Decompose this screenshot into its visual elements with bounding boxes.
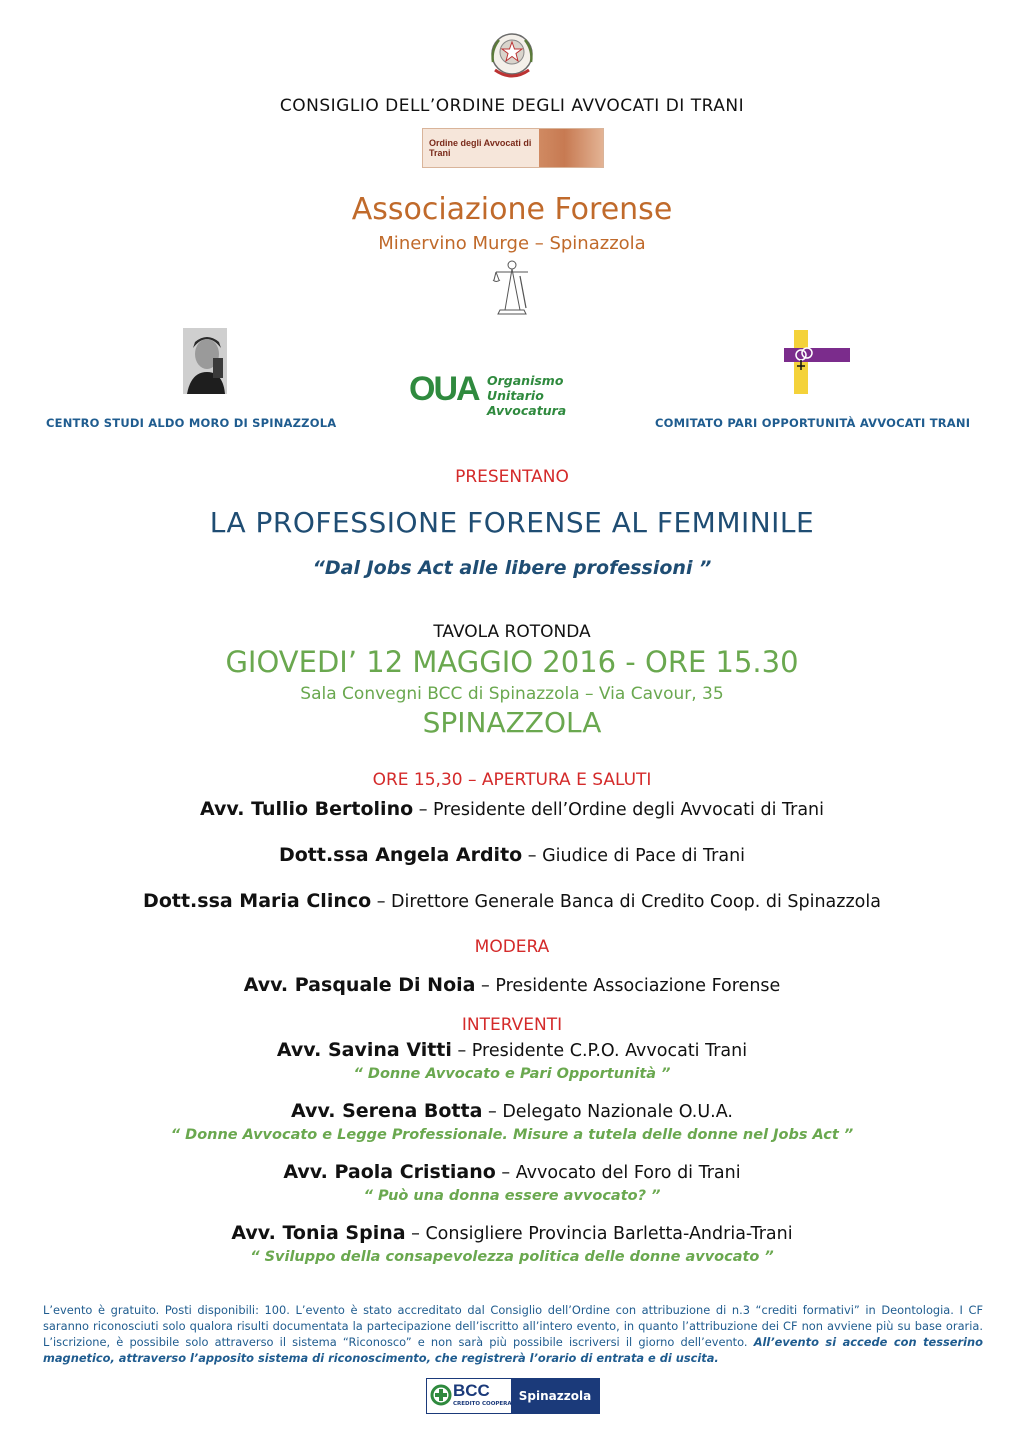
oua-mark: OUA <box>409 370 479 408</box>
moderator-line <box>0 974 1024 996</box>
oua-name <box>487 373 566 418</box>
event-venue: Sala Convegni BCC di Spinazzola – Via Cavour, 35 <box>300 684 724 704</box>
event-subtitle: “Dal Jobs Act alle libere professioni ” <box>312 557 712 579</box>
oua-logo <box>409 370 599 422</box>
bcc-town: Spinazzola <box>511 1379 599 1413</box>
speaker-line <box>0 798 1024 820</box>
oua-name-line: Avvocatura <box>487 403 567 418</box>
speaker-name: Avv. Pasquale Di Noia <box>243 974 476 996</box>
talk-topic: “ Donne Avvocato e Pari Opportunità ” <box>353 1066 671 1082</box>
oua-name-line: Unitario <box>487 388 544 403</box>
event-format: TAVOLA ROTONDA <box>433 622 591 642</box>
ordine-avvocati-logo <box>422 128 604 168</box>
bcc-subtitle: CREDITO COOPERATIVO <box>453 1401 526 1407</box>
opening-heading: ORE 15,30 – APERTURA E SALUTI <box>372 770 652 790</box>
speaker-role: – Delegato Nazionale O.U.A. <box>482 1102 733 1122</box>
moderator-heading: MODERA <box>474 937 550 957</box>
event-notes-text: L’evento è gratuito. Posti disponibili: 100. L’evento è stato accreditato dal Consiglio dell’Ordine con attribuzione di n.3 “crediti formativi” in Deontologia. I CF saranno riconosciuti solo qualora risulti documentata la partecipazione dell’iscritto all’intero evento, in quanto l’attribuzione dei CF non avviene più su base oraria. L’iscrizione, è possibile solo attraverso il sistema “Riconosco” e non sarà più possibile iscriversi il giorno dell’evento. <box>43 1303 983 1349</box>
speaker-role: – Consigliere Provincia Barletta-Andria-Trani <box>405 1224 793 1244</box>
speaker-role: – Presidente dell’Ordine degli Avvocati di Trani <box>413 800 824 820</box>
centro-studi-moro-label: CENTRO STUDI ALDO MORO DI SPINAZZOLA <box>46 416 337 430</box>
speaker-name: Avv. Savina Vitti <box>276 1039 452 1061</box>
speaker-line <box>0 890 1024 912</box>
speaker-name: Avv. Paola Cristiano <box>283 1161 496 1183</box>
presentano-heading: PRESENTANO <box>455 467 569 487</box>
association-title: Associazione Forense <box>351 192 673 227</box>
speaker-role: – Presidente C.P.O. Avvocati Trani <box>451 1041 748 1061</box>
bcc-name: BCC <box>453 1381 490 1400</box>
speaker-line <box>0 1039 1024 1061</box>
talks-heading: INTERVENTI <box>461 1015 563 1035</box>
event-title: LA PROFESSIONE FORENSE AL FEMMINILE <box>209 506 815 539</box>
bcc-logo-icon <box>430 1384 452 1406</box>
bcc-mark <box>427 1379 526 1413</box>
bcc-logo <box>426 1378 600 1414</box>
event-date: GIOVEDI’ 12 MAGGIO 2016 - ORE 15.30 <box>225 645 799 679</box>
council-title: CONSIGLIO DELL’ORDINE DEGLI AVVOCATI DI TRANI <box>279 96 745 116</box>
comitato-pari-opportunita-label: COMITATO PARI OPPORTUNITÀ AVVOCATI TRANI <box>655 416 971 430</box>
ordine-building-image <box>539 129 603 167</box>
speaker-name: Avv. Tonia Spina <box>231 1222 406 1244</box>
event-notes <box>43 1302 983 1366</box>
justice-statue-icon <box>490 258 534 316</box>
oua-name-line: Organismo <box>487 373 564 388</box>
italian-republic-emblem-icon <box>487 30 537 82</box>
speaker-name: Avv. Tullio Bertolino <box>199 798 414 820</box>
speaker-name: Dott.ssa Angela Ardito <box>278 844 523 866</box>
ordine-logo-text: Ordine degli Avvocati di Trani <box>429 138 532 158</box>
speaker-role: – Presidente Associazione Forense <box>475 976 781 996</box>
talk-topic: “ Sviluppo della consapevolezza politica delle donne avvocato ” <box>250 1249 774 1265</box>
pari-opportunita-logo-icon <box>784 330 852 394</box>
speaker-role: – Direttore Generale Banca di Credito Coop. di Spinazzola <box>371 892 881 912</box>
event-city: SPINAZZOLA <box>422 706 602 739</box>
speaker-name: Dott.ssa Maria Clinco <box>143 890 372 912</box>
speaker-name: Avv. Serena Botta <box>291 1100 483 1122</box>
speaker-line <box>0 1161 1024 1183</box>
event-notes-emphasis: All’evento si accede con tesserino magnetico, attraverso l’apposito sistema di riconoscimento, che registrerà l’orario di entrata e di uscita. <box>43 1335 983 1365</box>
aldo-moro-photo <box>183 328 227 394</box>
speaker-role: – Avvocato del Foro di Trani <box>495 1163 741 1183</box>
talk-topic: “ Donne Avvocato e Legge Professionale. Misure a tutela delle donne nel Jobs Act ” <box>170 1127 854 1143</box>
talk-topic: “ Può una donna essere avvocato? ” <box>363 1188 661 1204</box>
association-subtitle: Minervino Murge – Spinazzola <box>378 233 646 254</box>
speaker-role: – Giudice di Pace di Trani <box>522 846 746 866</box>
speaker-line <box>0 844 1024 866</box>
speaker-line <box>0 1100 1024 1122</box>
speaker-line <box>0 1222 1024 1244</box>
